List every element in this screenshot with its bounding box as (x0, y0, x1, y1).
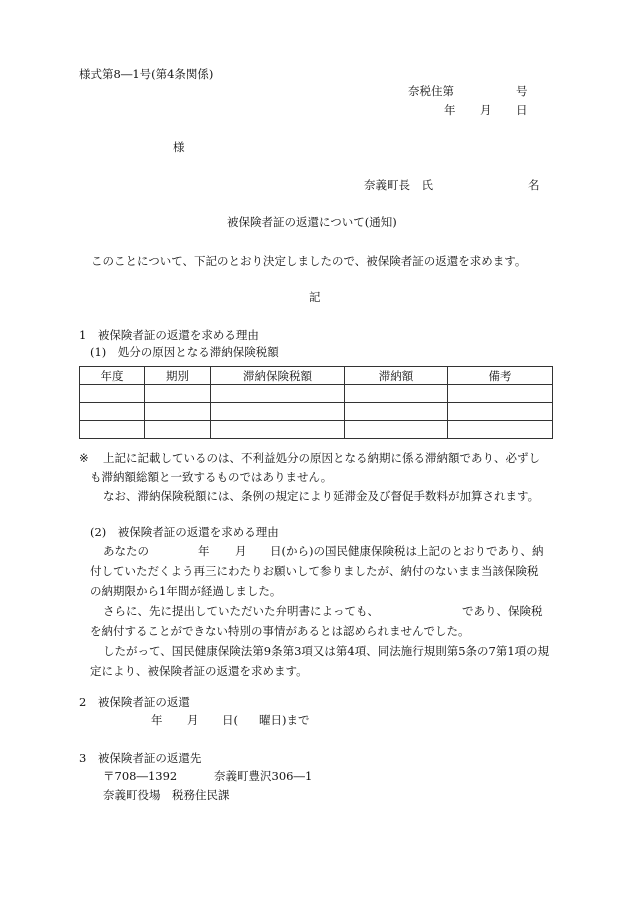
explanation-text-a: さらに、先に提出していただいた弁明書によっても、 (103, 604, 379, 618)
col-remarks: 備考 (448, 367, 553, 385)
reason-line-7 (90, 661, 552, 681)
table-row (80, 421, 553, 439)
table-cell (80, 421, 145, 439)
section1-heading: 1 被保険者証の返還を求める理由 (79, 328, 259, 342)
office-name: 奈義町役場 税務住民課 (103, 788, 230, 802)
reference-suffix: 号 (516, 84, 528, 98)
return-weekday: 曜日)まで (259, 713, 310, 727)
table-cell (345, 403, 448, 421)
col-period: 期別 (145, 367, 211, 385)
reason-line-5 (90, 621, 552, 641)
col-arrears-tax: 滞納保険税額 (211, 367, 345, 385)
form-number: 様式第8―1号(第4条関係) (79, 67, 214, 81)
table-cell (80, 403, 145, 421)
sender-name-suffix: 名 (528, 178, 540, 192)
section1-sub1: (1) 処分の原因となる滞納保険税額 (90, 345, 279, 359)
table-cell (211, 385, 345, 403)
table-cell (448, 403, 553, 421)
reason-paragraph (90, 541, 552, 681)
table-cell (345, 421, 448, 439)
reason-text-d: 日(から)の国民健康保険税は上記のとおりであり、納 (270, 544, 544, 558)
table-cell (80, 385, 145, 403)
legal-basis-line1: したがって、国民健康保険法第9条第3項又は第4項、同法施行規則第5条の7第1項の規 (103, 644, 550, 658)
ki-heading: 記 (309, 290, 321, 304)
section3-heading: 3 被保険者証の返還先 (79, 751, 202, 765)
reason-text-line3: の納期限から1年間が経過しました。 (90, 584, 282, 598)
reason-line-4 (90, 601, 552, 621)
date-year: 年 (444, 103, 456, 117)
note-mark: ※ (79, 451, 89, 465)
table-cell (211, 421, 345, 439)
table-cell (345, 385, 448, 403)
table-cell (448, 421, 553, 439)
table-row (80, 403, 553, 421)
note-line-1: 上記に記載しているのは、不利益処分の原因となる納期に係る滞納額であり、必ずし (103, 451, 540, 465)
table-cell (145, 385, 211, 403)
sender-title: 奈義町長 氏 (364, 178, 433, 192)
return-day: 日( (222, 713, 238, 727)
col-fiscal-year: 年度 (80, 367, 145, 385)
table-cell (448, 385, 553, 403)
reason-year-blank: 年 (198, 544, 210, 558)
explanation-text-b: であり、保険税 (462, 604, 543, 618)
note-line-2: も滞納額総額と一致するものではありません。 (90, 470, 333, 484)
reason-month-blank: 月 (235, 544, 247, 558)
reference-prefix: 奈税住第 (408, 84, 454, 98)
explanation-text-line2: を納付することができない特別の事情があるとは認められませんでした。 (90, 624, 470, 638)
table-header-row (80, 367, 553, 385)
note-line-3: なお、滞納保険税額には、条例の規定により延滞金及び督促手数料が加算されます。 (103, 489, 540, 503)
legal-basis-line2: 定により、被保険者証の返還を求めます。 (90, 664, 308, 678)
reason-line-3 (90, 581, 552, 601)
intro-text: このことについて、下記のとおり決定しましたので、被保険者証の返還を求めます。 (91, 254, 527, 268)
date-month: 月 (480, 103, 492, 117)
table-cell (145, 421, 211, 439)
document-title: 被保険者証の返還について(通知) (227, 215, 397, 229)
table-row (80, 385, 553, 403)
date-day: 日 (516, 103, 528, 117)
reason-text-line2: 付していただくよう再三にわたりお願いして参りましたが、納付のないまま当該保険税 (90, 564, 539, 578)
reason-line-1 (90, 541, 552, 561)
postal-code: 〒708―1392 (103, 769, 178, 783)
arrears-table (79, 366, 553, 439)
reason-line-6 (90, 641, 552, 661)
col-arrears-amount: 滞納額 (345, 367, 448, 385)
office-address: 奈義町豊沢306―1 (214, 769, 313, 783)
addressee-suffix: 様 (173, 140, 185, 154)
return-year: 年 (151, 713, 163, 727)
reason-line-2 (90, 561, 552, 581)
section2-heading: 2 被保険者証の返還 (79, 695, 190, 709)
reason-text-a: あなたの (103, 544, 149, 558)
return-month: 月 (187, 713, 199, 727)
table-cell (211, 403, 345, 421)
section1-sub2: (2) 被保険者証の返還を求める理由 (90, 525, 279, 539)
table-cell (145, 403, 211, 421)
